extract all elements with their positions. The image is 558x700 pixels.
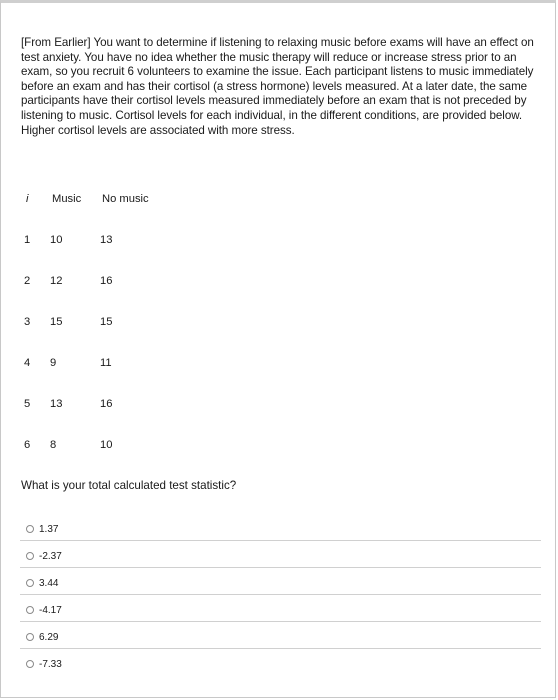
question-text: [From Earlier] You want to determine if listening to relaxing music before exams will have an effect on test anxiety. You have no idea whether the music therapy will reduce or increase stress prior to an exam, so you recruit 6 volunteers to examine the issue. Each participant listens to music immediately before an exam and has their cortisol (a stress hormone) levels measured. At a later date, the same participants have their cortisol levels measured immediately before an exam that is not preceded by listening to music. Cortisol levels for each individual, in the different conditions, are provided below. Higher cortisol levels are associated with more stress. — [21, 36, 534, 137]
answer-option[interactable] — [20, 599, 541, 622]
cell-i: 3 — [24, 316, 31, 328]
answer-option[interactable] — [20, 518, 541, 541]
cell-no-music: 16 — [100, 398, 113, 410]
cell-no-music: 15 — [100, 316, 113, 328]
cell-no-music: 13 — [100, 234, 113, 246]
cell-i: 1 — [24, 234, 31, 246]
cell-i: 4 — [24, 357, 31, 369]
answer-option-label: 1.37 — [39, 523, 59, 535]
radio-button-icon[interactable] — [26, 525, 34, 533]
answer-options — [20, 518, 541, 679]
answer-option[interactable] — [20, 545, 541, 568]
radio-button-icon[interactable] — [26, 606, 34, 614]
sub-question: What is your total calculated test statistic? — [21, 479, 237, 492]
cell-music: 13 — [50, 398, 63, 410]
radio-button-icon[interactable] — [26, 552, 34, 560]
cell-music: 9 — [50, 357, 57, 369]
header-music: Music — [52, 193, 82, 205]
answer-option-label: 3.44 — [39, 577, 59, 589]
radio-button-icon[interactable] — [26, 660, 34, 668]
answer-option[interactable] — [20, 572, 541, 595]
header-i: i — [26, 193, 29, 205]
cell-no-music: 16 — [100, 275, 113, 287]
answer-option-label: -7.33 — [39, 658, 62, 670]
answer-option[interactable] — [20, 626, 541, 649]
answer-option-label: -2.37 — [39, 550, 62, 562]
cell-no-music: 10 — [100, 439, 113, 451]
answer-option-label: -4.17 — [39, 604, 62, 616]
cell-i: 5 — [24, 398, 31, 410]
cell-no-music: 11 — [100, 357, 112, 369]
radio-button-icon[interactable] — [26, 579, 34, 587]
cell-i: 6 — [24, 439, 31, 451]
answer-option[interactable] — [20, 653, 541, 675]
answer-option-label: 6.29 — [39, 631, 59, 643]
cell-music: 15 — [50, 316, 63, 328]
radio-button-icon[interactable] — [26, 633, 34, 641]
cell-music: 10 — [50, 234, 63, 246]
header-no-music: No music — [102, 193, 149, 205]
cell-music: 8 — [50, 439, 57, 451]
cell-i: 2 — [24, 275, 31, 287]
cell-music: 12 — [50, 275, 63, 287]
